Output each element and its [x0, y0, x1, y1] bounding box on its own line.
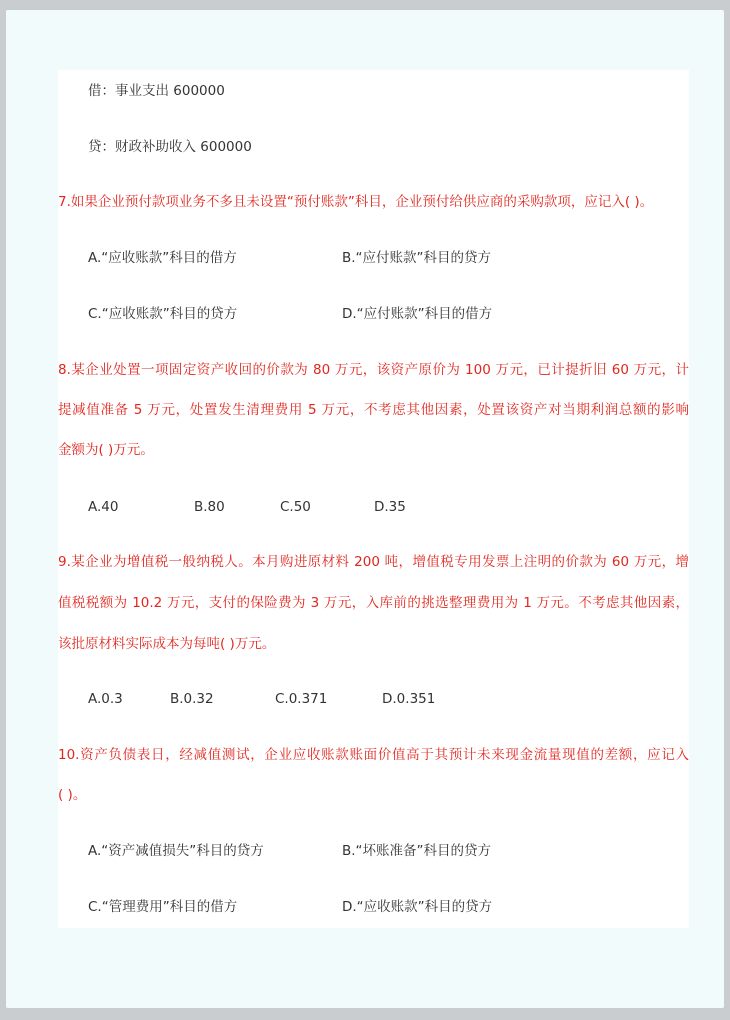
q7-option-b: B.“应付账款”科目的贷方 [342, 250, 492, 266]
q10-option-a: A.“资产减值损失”科目的贷方 [88, 843, 264, 859]
document-page [58, 70, 689, 928]
question-8-line-2: 提减值准备 5 万元，处置发生清理费用 5 万元，不考虑其他因素，处置该资产对当期利润总额的影响 [58, 402, 689, 418]
q10-option-c: C.“管理费用”科目的借方 [88, 899, 238, 915]
q10-option-b: B.“坏账准备”科目的贷方 [342, 843, 492, 859]
question-8-line-3: 金额为( )万元。 [58, 442, 154, 458]
question-9-line-1: 9.某企业为增值税一般纳税人。本月购进原材料 200 吨，增值税专用发票上注明的价款为 60 万元，增 [58, 554, 689, 570]
question-10-line-2: ( )。 [58, 787, 87, 803]
question-9-line-3: 该批原材料实际成本为每吨( )万元。 [58, 636, 276, 652]
q7-option-c: C.“应收账款”科目的贷方 [88, 306, 238, 322]
q8-option-b: B.80 [194, 499, 225, 515]
debit-entry: 借：事业支出 600000 [88, 83, 225, 99]
question-9-line-2: 值税税额为 10.2 万元，支付的保险费为 3 万元，入库前的挑选整理费用为 1 万元。不考虑其他因素， [58, 595, 689, 611]
question-10-line-1: 10.资产负债表日，经减值测试，企业应收账款账面价值高于其预计未来现金流量现值的差额，应记入 [58, 747, 689, 763]
page-background [6, 10, 724, 1008]
q7-option-a: A.“应收账款”科目的借方 [88, 250, 237, 266]
q10-option-d: D.“应收账款”科目的贷方 [342, 899, 493, 915]
q7-option-d: D.“应付账款”科目的借方 [342, 306, 493, 322]
q9-option-c: C.0.371 [275, 691, 328, 707]
credit-entry: 贷：财政补助收入 600000 [88, 139, 252, 155]
question-7-text: 7.如果企业预付款项业务不多且未设置“预付账款”科目，企业预付给供应商的采购款项，应记入( )。 [58, 194, 654, 210]
q8-option-d: D.35 [374, 499, 406, 515]
question-8-line-1: 8.某企业处置一项固定资产收回的价款为 80 万元，该资产原价为 100 万元，已计提折旧 60 万元，计 [58, 362, 689, 378]
q9-option-a: A.0.3 [88, 691, 123, 707]
q9-option-b: B.0.32 [170, 691, 214, 707]
q9-option-d: D.0.351 [382, 691, 436, 707]
q8-option-c: C.50 [280, 499, 311, 515]
q8-option-a: A.40 [88, 499, 119, 515]
